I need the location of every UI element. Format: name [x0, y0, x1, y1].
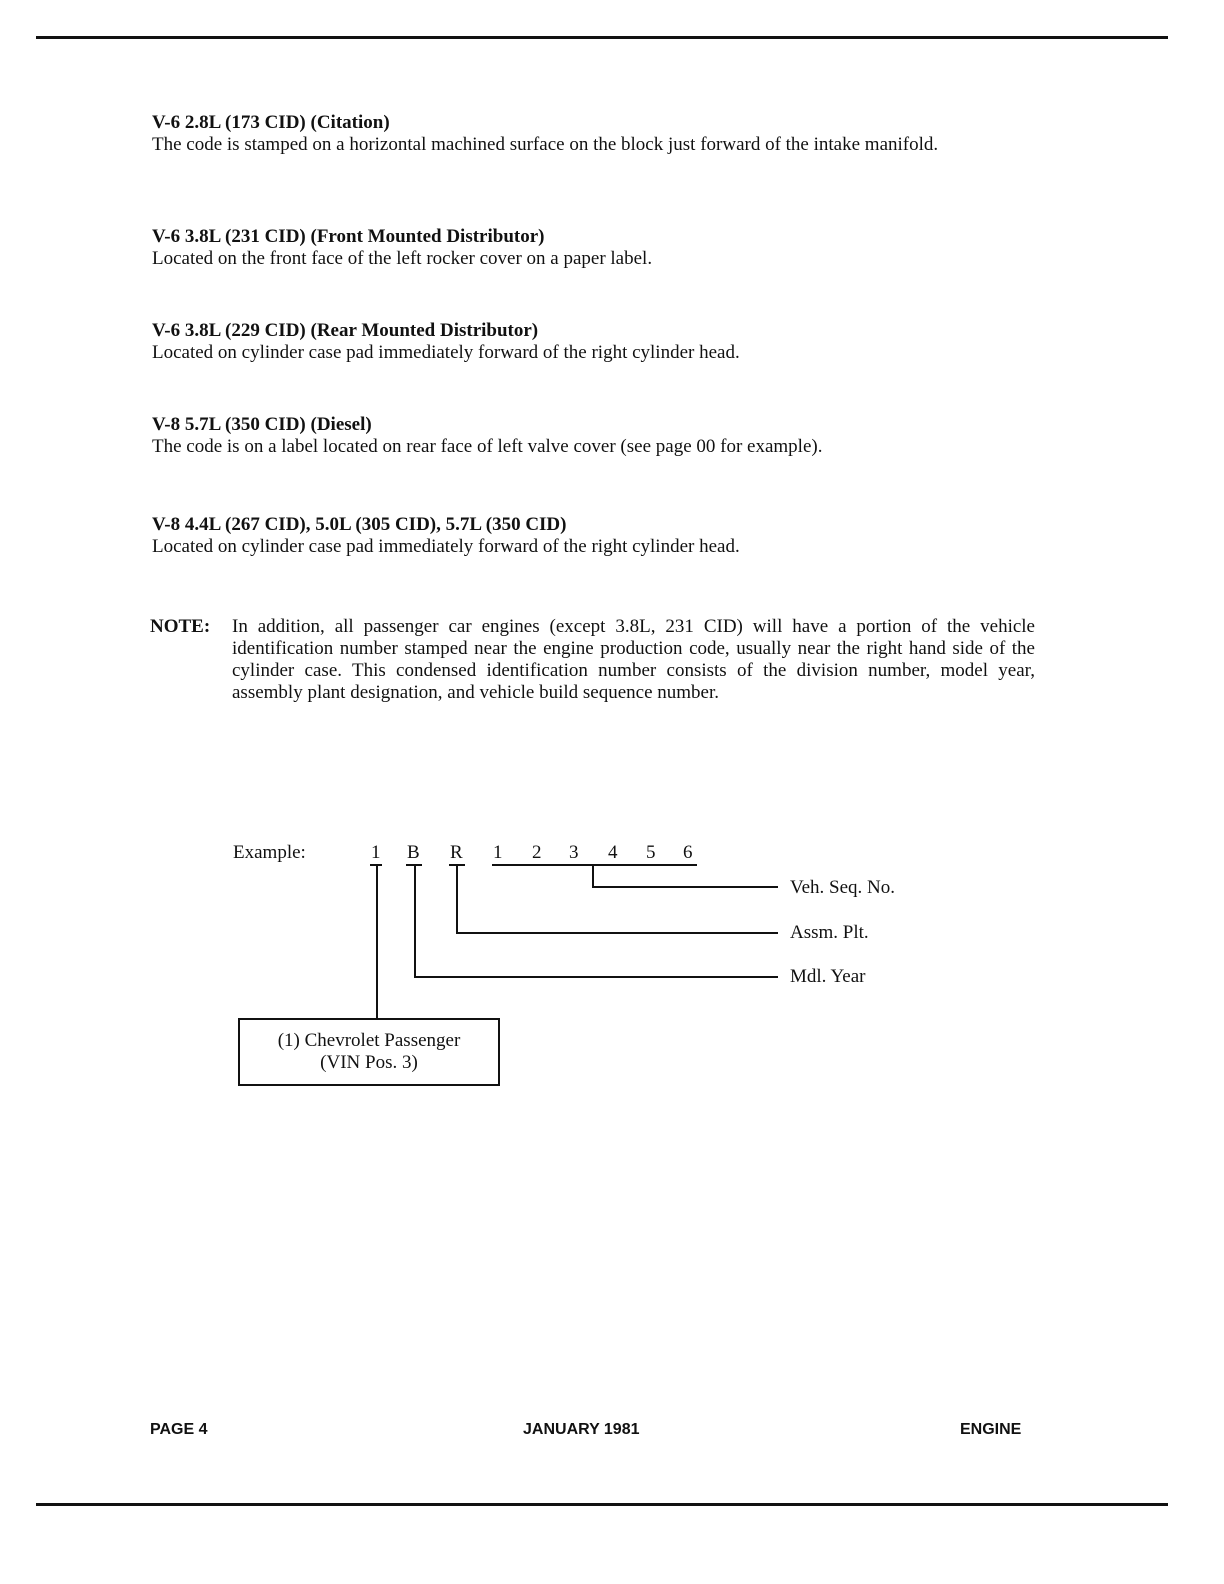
plant-connector-horizontal: [456, 932, 778, 934]
plant-connector-vertical: [456, 866, 458, 934]
example-char-plant: R: [450, 842, 463, 863]
section-text: The code is on a label located on rear face of left valve cover (see page 00 for example).: [152, 436, 823, 457]
footer-section: ENGINE: [960, 1421, 1022, 1438]
underline-sequence: [492, 864, 697, 866]
division-box-line1: (1) Chevrolet Passenger: [277, 1030, 461, 1051]
year-connector-vertical: [414, 866, 416, 978]
example-char-seq-2: 2: [532, 842, 542, 863]
section-text: Located on cylinder case pad immediately forward of the right cylinder head.: [152, 536, 740, 557]
example-char-division: 1: [371, 842, 381, 863]
example-char-seq-5: 5: [646, 842, 656, 863]
example-label: Example:: [233, 842, 306, 863]
section-heading: V-6 3.8L (229 CID) (Rear Mounted Distributor): [152, 320, 539, 341]
section-heading: V-6 2.8L (173 CID) (Citation): [152, 112, 390, 133]
example-char-seq-4: 4: [608, 842, 618, 863]
section-text: Located on cylinder case pad immediately forward of the right cylinder head.: [152, 342, 740, 363]
section-heading: V-6 3.8L (231 CID) (Front Mounted Distributor): [152, 226, 545, 247]
callout-mdl-year: Mdl. Year: [790, 966, 866, 987]
seq-connector-vertical: [592, 866, 594, 888]
example-char-year: B: [407, 842, 420, 863]
callout-assm-plt: Assm. Plt.: [790, 922, 869, 943]
division-connector-vertical: [376, 866, 378, 1018]
section-heading: V-8 5.7L (350 CID) (Diesel): [152, 414, 372, 435]
example-char-seq-1: 1: [493, 842, 503, 863]
example-char-seq-6: 6: [683, 842, 693, 863]
seq-connector-horizontal: [592, 886, 778, 888]
footer-date: JANUARY 1981: [523, 1421, 640, 1438]
division-box: [238, 1018, 500, 1086]
note-label: NOTE:: [150, 616, 211, 637]
section-heading: V-8 4.4L (267 CID), 5.0L (305 CID), 5.7L (350 CID): [152, 514, 567, 535]
footer-page: PAGE 4: [150, 1421, 208, 1438]
year-connector-horizontal: [414, 976, 778, 978]
bottom-rule: [36, 1503, 1168, 1506]
callout-veh-seq: Veh. Seq. No.: [790, 877, 896, 898]
section-text: The code is stamped on a horizontal machined surface on the block just forward of the intake manifold.: [152, 134, 939, 155]
note-text: In addition, all passenger car engines (except 3.8L, 231 CID) will have a portion of the vehicle identification number stamped near the engine production code, usually near the right hand side of the cylinder case. This condensed identification number consists of the division number, model year, assembly plant designation, and vehicle build sequence number.: [232, 616, 1035, 703]
division-box-line2: (VIN Pos. 3): [320, 1052, 418, 1073]
section-text: Located on the front face of the left rocker cover on a paper label.: [152, 248, 653, 269]
example-char-seq-3: 3: [569, 842, 579, 863]
